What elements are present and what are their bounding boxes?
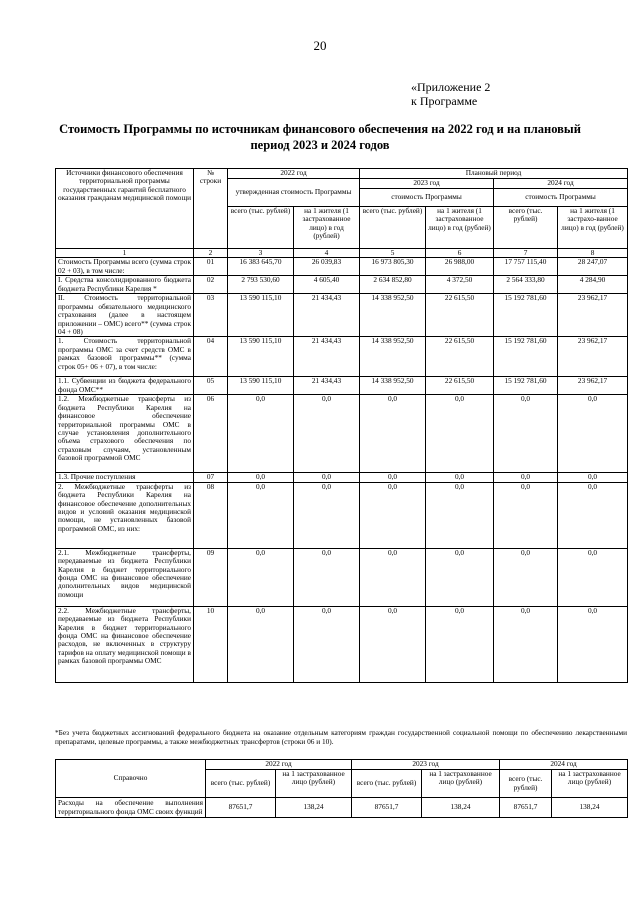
ref-header-2024: 2024 год bbox=[500, 760, 628, 770]
row-source-label: 1. Стоимость территориальной программы ОМС за счет средств ОМС в рамках базовой программы** (сумма строк 05+ 06 + 07), в том числе: bbox=[56, 337, 194, 377]
row-value: 0,0 bbox=[294, 473, 360, 482]
row-number: 02 bbox=[194, 276, 228, 294]
row-value: 2 634 852,80 bbox=[360, 276, 426, 294]
document-title: Стоимость Программы по источникам финансового обеспечения на 2022 год и на плановый период 2023 и 2024 годов bbox=[59, 122, 581, 152]
row-number: 03 bbox=[194, 294, 228, 337]
row-value: 0,0 bbox=[228, 473, 294, 482]
header-total-2024: всего (тыс. рублей) bbox=[494, 207, 558, 249]
row-value: 23 962,17 bbox=[558, 294, 628, 337]
row-value: 16 973 805,30 bbox=[360, 258, 426, 276]
header-per-capita-2022: на 1 жителя (1 застрахованное лицо) в год (рублей) bbox=[294, 207, 360, 249]
row-value: 0,0 bbox=[558, 473, 628, 482]
row-value: 21 434,43 bbox=[294, 294, 360, 337]
col-number: 7 bbox=[494, 249, 558, 258]
row-value: 0,0 bbox=[360, 395, 426, 473]
header-2022: 2022 год bbox=[228, 169, 360, 179]
ref-value: 138,24 bbox=[276, 798, 352, 818]
row-value: 0,0 bbox=[494, 548, 558, 606]
ref-value: 87651,7 bbox=[352, 798, 422, 818]
header-2024: 2024 год bbox=[494, 179, 628, 189]
header-source: Источники финансового обеспечения территориальной программы государственных гарантий бесплатного оказания гражданам медицинской помощи bbox=[56, 169, 194, 249]
row-value: 0,0 bbox=[494, 473, 558, 482]
table-row bbox=[56, 473, 628, 482]
row-source-label: 1.3. Прочие поступления bbox=[56, 473, 194, 482]
row-value: 0,0 bbox=[228, 482, 294, 548]
row-value: 28 247,07 bbox=[558, 258, 628, 276]
row-value: 0,0 bbox=[426, 548, 494, 606]
row-source-label: 2.1. Межбюджетные трансферты, передаваемые из бюджета Республики Карелия в бюджет территориального фонда ОМС на финансовое обеспечение дополнительных видов медицинской помощи bbox=[56, 548, 194, 606]
header-2023: 2023 год bbox=[360, 179, 494, 189]
row-value: 4 605,40 bbox=[294, 276, 360, 294]
row-value: 0,0 bbox=[558, 482, 628, 548]
row-value: 16 383 645,70 bbox=[228, 258, 294, 276]
col-number: 8 bbox=[558, 249, 628, 258]
row-source-label: 1.1. Субвенции из бюджета федерального фонда ОМС** bbox=[56, 377, 194, 395]
table-row bbox=[56, 395, 628, 473]
row-value: 0,0 bbox=[294, 395, 360, 473]
row-value: 21 434,43 bbox=[294, 337, 360, 377]
reference-table bbox=[55, 759, 628, 818]
header-per-capita-2023: на 1 жителя (1 застрахованное лицо) в год (рублей) bbox=[426, 207, 494, 249]
row-value: 2 793 530,60 bbox=[228, 276, 294, 294]
row-number: 01 bbox=[194, 258, 228, 276]
row-value: 0,0 bbox=[294, 482, 360, 548]
header-planned-period: Плановый период bbox=[360, 169, 628, 179]
ref-header-label: Справочно bbox=[56, 760, 206, 798]
row-source-label: II. Стоимость территориальной программы обязательного медицинского страхования (далее в настоящем приложении – ОМС) всего** (сумма строк 04 + 08) bbox=[56, 294, 194, 337]
row-value: 23 962,17 bbox=[558, 337, 628, 377]
appendix-caption bbox=[411, 80, 490, 108]
row-value: 13 590 115,10 bbox=[228, 294, 294, 337]
row-value: 4 372,50 bbox=[426, 276, 494, 294]
row-value: 0,0 bbox=[558, 395, 628, 473]
row-value: 17 757 115,40 bbox=[494, 258, 558, 276]
table-row bbox=[56, 482, 628, 548]
row-value: 0,0 bbox=[558, 548, 628, 606]
row-number: 04 bbox=[194, 337, 228, 377]
row-value: 0,0 bbox=[228, 548, 294, 606]
appendix-line-2: к Программе bbox=[411, 94, 478, 108]
ref-header-2022: 2022 год bbox=[206, 760, 352, 770]
col-number: 3 bbox=[228, 249, 294, 258]
row-value: 0,0 bbox=[360, 606, 426, 682]
ref-header-total-2024: всего (тыс. рублей) bbox=[500, 770, 552, 798]
table-row bbox=[56, 337, 628, 377]
row-number: 07 bbox=[194, 473, 228, 482]
row-value: 14 338 952,50 bbox=[360, 377, 426, 395]
table-row bbox=[56, 377, 628, 395]
row-value: 0,0 bbox=[426, 482, 494, 548]
row-value: 4 284,90 bbox=[558, 276, 628, 294]
page-number: 20 bbox=[313, 38, 327, 53]
header-approved-cost: утвержденная стоимость Программы bbox=[228, 179, 360, 207]
row-source-label: 2.2. Межбюджетные трансферты, передаваемые из бюджета Республики Карелия в бюджет территориального фонда ОМС на финансовое обеспечение расходов, не включенных в структуру тарифов на оплату медицинской помощи в рамках базовой программы ОМС bbox=[56, 606, 194, 682]
row-value: 22 615,50 bbox=[426, 377, 494, 395]
table-row bbox=[56, 606, 628, 682]
appendix-line-1: «Приложение 2 bbox=[411, 80, 491, 94]
table-row bbox=[56, 294, 628, 337]
row-value: 13 590 115,10 bbox=[228, 377, 294, 395]
table-row bbox=[56, 276, 628, 294]
row-value: 0,0 bbox=[494, 482, 558, 548]
row-value: 22 615,50 bbox=[426, 294, 494, 337]
header-total-2023: всего (тыс. рублей) bbox=[360, 207, 426, 249]
col-number: 1 bbox=[56, 249, 194, 258]
col-number: 2 bbox=[194, 249, 228, 258]
row-number: 06 bbox=[194, 395, 228, 473]
row-source-label: I. Средства консолидированного бюджета бюджета Республики Карелия * bbox=[56, 276, 194, 294]
col-number: 6 bbox=[426, 249, 494, 258]
row-value: 13 590 115,10 bbox=[228, 337, 294, 377]
ref-value: 87651,7 bbox=[500, 798, 552, 818]
row-value: 0,0 bbox=[228, 395, 294, 473]
row-source-label: 1.2. Межбюджетные трансферты из бюджета Республики Карелия на финансовое обеспечение территориальной программы ОМС в случае установления дополнительного объема страхового обеспечения по страховым случаям, установленным базовой программой ОМС bbox=[56, 395, 194, 473]
row-value: 2 564 333,80 bbox=[494, 276, 558, 294]
row-value: 0,0 bbox=[294, 548, 360, 606]
ref-header-per-insured-2024: на 1 застрахованное лицо (рублей) bbox=[552, 770, 628, 798]
row-value: 0,0 bbox=[494, 395, 558, 473]
row-value: 0,0 bbox=[426, 473, 494, 482]
cost-table bbox=[55, 168, 628, 683]
header-row-number: № строки bbox=[194, 169, 228, 249]
header-total-2022: всего (тыс. рублей) bbox=[228, 207, 294, 249]
row-value: 15 192 781,60 bbox=[494, 294, 558, 337]
ref-value: 138,24 bbox=[552, 798, 628, 818]
row-number: 10 bbox=[194, 606, 228, 682]
row-value: 0,0 bbox=[360, 473, 426, 482]
row-number: 08 bbox=[194, 482, 228, 548]
row-value: 26 988,00 bbox=[426, 258, 494, 276]
ref-header-total-2022: всего (тыс. рублей) bbox=[206, 770, 276, 798]
row-value: 26 039,83 bbox=[294, 258, 360, 276]
row-value: 0,0 bbox=[294, 606, 360, 682]
ref-header-2023: 2023 год bbox=[352, 760, 500, 770]
col-number: 4 bbox=[294, 249, 360, 258]
header-per-capita-2024: на 1 жителя (1 застрахо-ванное лицо) в год (рублей) bbox=[558, 207, 628, 249]
ref-row-label: Расходы на обеспечение выполнения территориального фонда ОМС своих функций bbox=[56, 798, 206, 818]
row-value: 23 962,17 bbox=[558, 377, 628, 395]
ref-header-total-2023: всего (тыс. рублей) bbox=[352, 770, 422, 798]
table-row bbox=[56, 258, 628, 276]
row-value: 0,0 bbox=[494, 606, 558, 682]
row-source-label: Стоимость Программы всего (сумма строк 02 + 03), в том числе: bbox=[56, 258, 194, 276]
row-value: 14 338 952,50 bbox=[360, 294, 426, 337]
ref-value: 138,24 bbox=[422, 798, 500, 818]
ref-header-per-insured-2023: на 1 застрахованное лицо (рублей) bbox=[422, 770, 500, 798]
row-value: 21 434,43 bbox=[294, 377, 360, 395]
header-cost-2023: стоимость Программы bbox=[360, 189, 494, 207]
row-value: 22 615,50 bbox=[426, 337, 494, 377]
row-value: 0,0 bbox=[360, 548, 426, 606]
row-value: 14 338 952,50 bbox=[360, 337, 426, 377]
row-value: 15 192 781,60 bbox=[494, 337, 558, 377]
row-value: 0,0 bbox=[426, 606, 494, 682]
row-value: 0,0 bbox=[360, 482, 426, 548]
col-number: 5 bbox=[360, 249, 426, 258]
table-row bbox=[56, 548, 628, 606]
row-number: 05 bbox=[194, 377, 228, 395]
row-value: 0,0 bbox=[228, 606, 294, 682]
row-value: 15 192 781,60 bbox=[494, 377, 558, 395]
header-cost-2024: стоимость Программы bbox=[494, 189, 628, 207]
ref-header-per-insured-2022: на 1 застрахованное лицо (рублей) bbox=[276, 770, 352, 798]
row-value: 0,0 bbox=[426, 395, 494, 473]
row-source-label: 2. Межбюджетные трансферты из бюджета Республики Карелия на финансовое обеспечение дополнительных видов и условий оказания медицинской помощи, не установленных базовой программой ОМС, из них: bbox=[56, 482, 194, 548]
footnote: *Без учета бюджетных ассигнований федерального бюджета на оказание отдельным категориям граждан государственной социальной помощи по обеспечению лекарственными препаратами, целевые программы, а также межбюджетных трансфертов (строки 06 и 10). bbox=[55, 728, 627, 746]
row-value: 0,0 bbox=[558, 606, 628, 682]
row-number: 09 bbox=[194, 548, 228, 606]
ref-value: 87651,7 bbox=[206, 798, 276, 818]
